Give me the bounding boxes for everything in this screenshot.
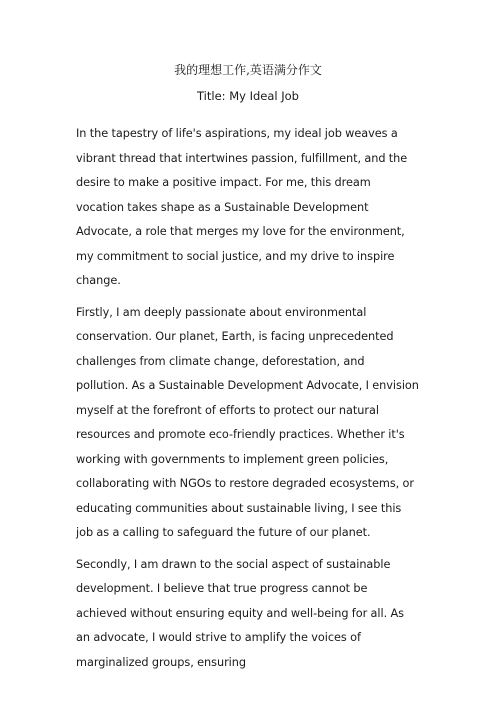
essay-title: Title: My Ideal Job [197,89,299,103]
paragraph-environment: Firstly, I am deeply passionate about environmental conservation. Our planet, Earth, is facing unprecedented challenges from climate change, deforestation, and pollution. As a Sustainable Development Advocate, I envision myself at the forefront of efforts to protect our natural resources and promote eco-friendly practices. Whether it's working with governments to implement green policies, collaborating with NGOs to restore degraded ecosystems, or educating communities about sustainable living, I see this job as a calling to safeguard the future of our planet. [76,305,419,539]
paragraph-intro: In the tapestry of life's aspirations, my ideal job weaves a vibrant thread that intertwines passion, fulfillment, and the desire to make a positive impact. For me, this dream vocation takes shape as a Sustainable Development Advocate, a role that merges my love for the environment, my commitment to social justice, and my drive to inspire change. [76,127,408,287]
document-heading: 我的理想工作,英语满分作文 [174,63,322,77]
paragraph-social: Secondly, I am drawn to the social aspect of sustainable development. I believe that true progress cannot be achieved without ensuring equity and well-being for all. As an advocate, I would strive to amplify the voices of marginalized groups, ensuring [76,557,404,669]
